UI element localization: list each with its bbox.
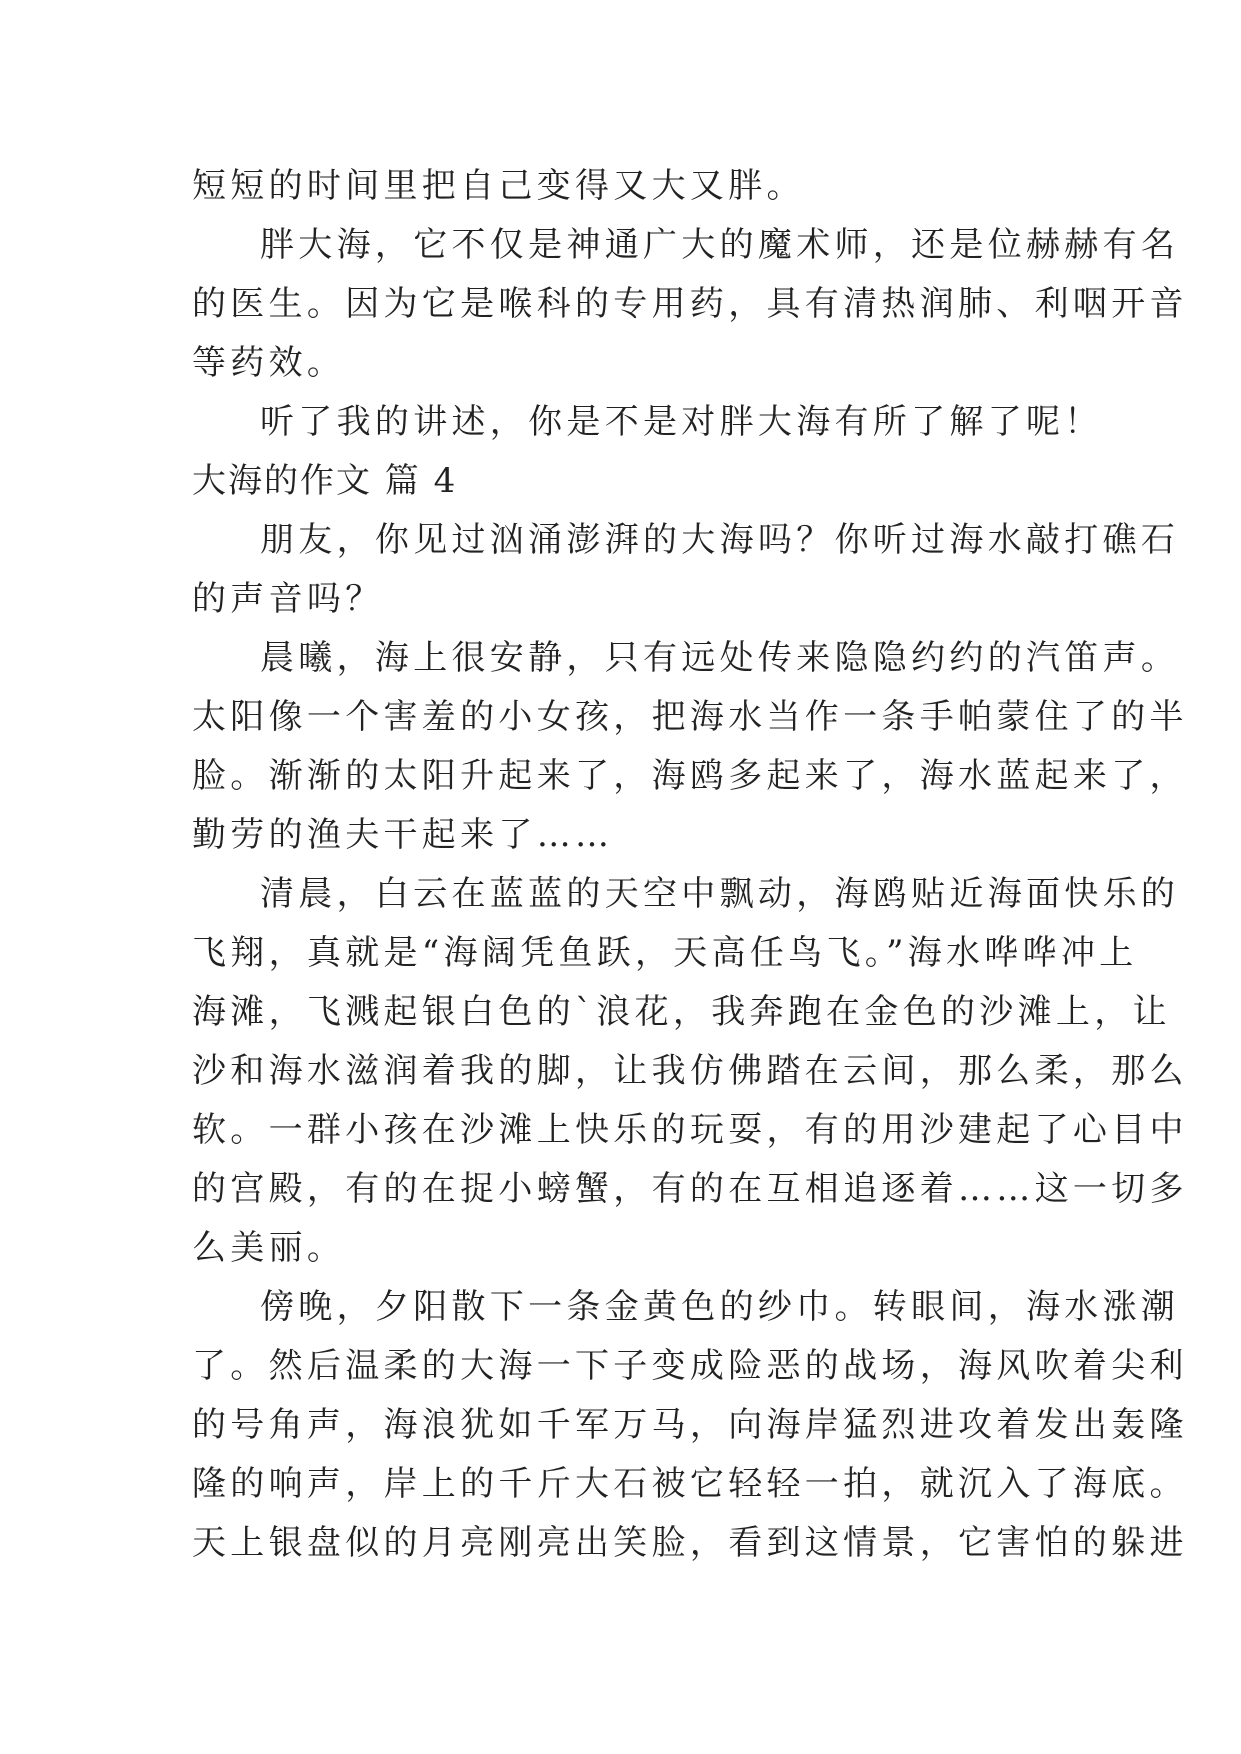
body-text-line: 么美丽。	[192, 1228, 346, 1268]
body-text-line: 脸。渐渐的太阳升起来了，海鸥多起来了，海水蓝起来了，	[192, 756, 1188, 796]
body-text-line: 太阳像一个害羞的小女孩，把海水当作一条手帕蒙住了的半	[192, 697, 1188, 737]
body-text-line: 飞翔，真就是“海阔凭鱼跃，天高任鸟飞。”海水哗哗冲上	[192, 933, 1138, 973]
body-text-line: 的声音吗？	[192, 579, 384, 619]
paragraph-start-line: 胖大海，它不仅是神通广大的魔术师，还是位赫赫有名	[260, 225, 1180, 265]
body-text-line: 海滩，飞溅起银白色的`浪花，我奔跑在金色的沙滩上，让	[192, 992, 1171, 1032]
paragraph-start-line: 傍晚，夕阳散下一条金黄色的纱巾。转眼间，海水涨潮	[260, 1287, 1180, 1327]
body-text-line: 的医生。因为它是喉科的专用药，具有清热润肺、利咽开音	[192, 284, 1188, 324]
body-text-line: 短短的时间里把自己变得又大又胖。	[192, 166, 805, 206]
paragraph-start-line: 听了我的讲述，你是不是对胖大海有所了解了呢！	[260, 402, 1103, 442]
body-text-line: 沙和海水滋润着我的脚，让我仿佛踏在云间，那么柔，那么	[192, 1051, 1188, 1091]
body-text-line: 天上银盘似的月亮刚亮出笑脸，看到这情景，它害怕的躲进	[192, 1523, 1188, 1563]
paragraph-start-line: 晨曦，海上很安静，只有远处传来隐隐约约的汽笛声。	[260, 638, 1180, 678]
body-text-line: 的宫殿，有的在捉小螃蟹，有的在互相追逐着……这一切多	[192, 1169, 1188, 1209]
body-text-line: 的号角声，海浪犹如千军万马，向海岸猛烈进攻着发出轰隆	[192, 1405, 1188, 1445]
body-text-line: 隆的响声，岸上的千斤大石被它轻轻一拍，就沉入了海底。	[192, 1464, 1188, 1504]
body-text-line: 了。然后温柔的大海一下子变成险恶的战场，海风吹着尖利	[192, 1346, 1188, 1386]
paragraph-start-line: 清晨，白云在蓝蓝的天空中飘动，海鸥贴近海面快乐的	[260, 874, 1180, 914]
body-text-line: 勤劳的渔夫干起来了……	[192, 815, 614, 855]
section-heading: 大海的作文 篇 4	[192, 461, 458, 501]
paragraph-start-line: 朋友，你见过汹涌澎湃的大海吗？你听过海水敲打礁石	[260, 520, 1180, 560]
body-text-line: 等药效。	[192, 343, 346, 383]
body-text-line: 软。一群小孩在沙滩上快乐的玩耍，有的用沙建起了心目中	[192, 1110, 1188, 1150]
